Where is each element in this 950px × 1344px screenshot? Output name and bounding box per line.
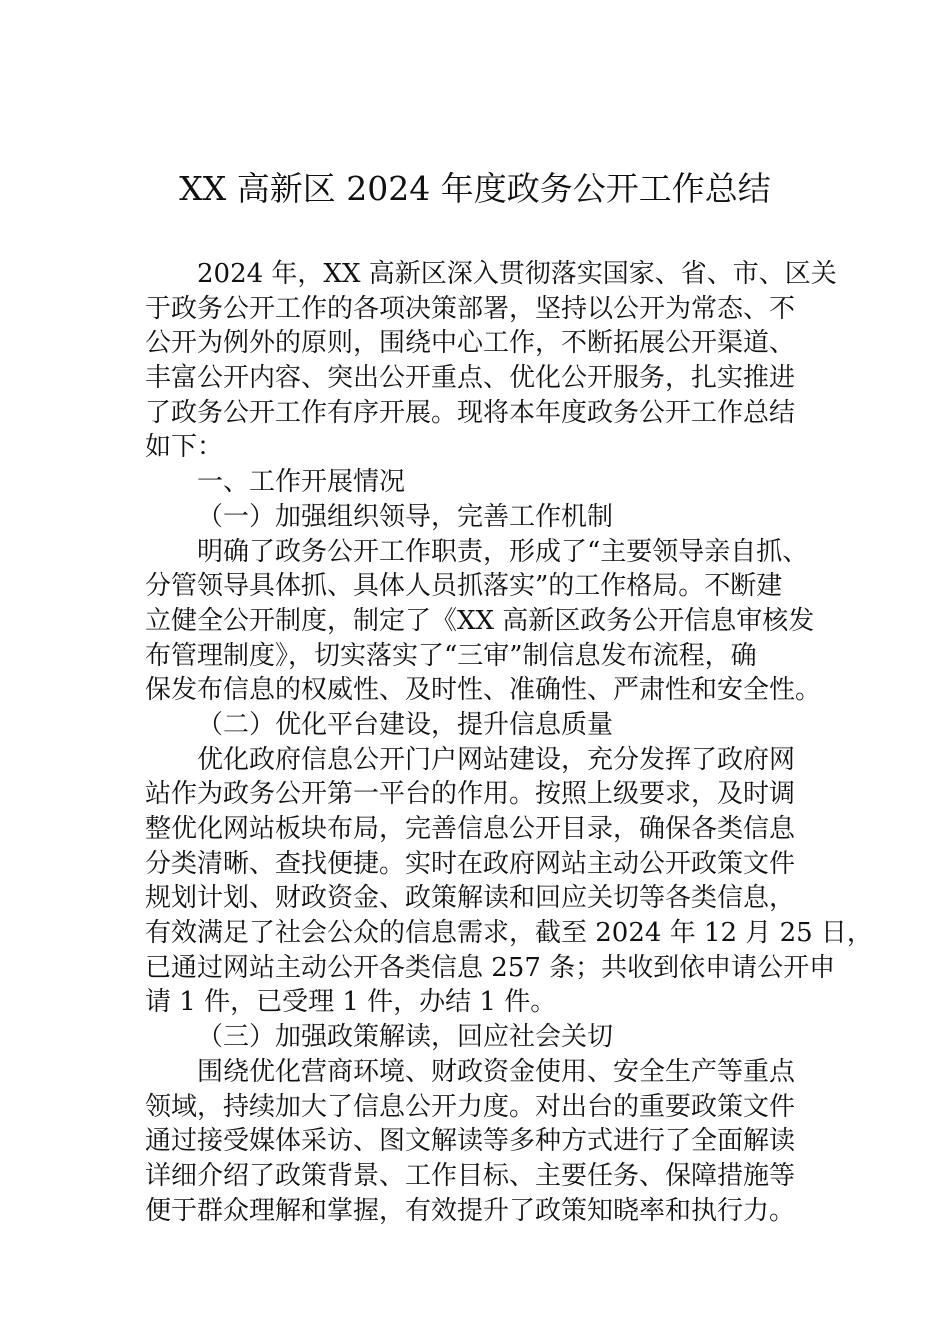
text-line: 已通过网站主动公开各类信息 257 条；共收到依申请公开申 [145, 952, 836, 983]
text-line: 有效满足了社会公众的信息需求，截至 2024 年 12 月 25 日， [145, 918, 873, 949]
text-line: 分管领导具体抓、具体人员抓落实”的工作格局。不断建 [145, 571, 783, 602]
text-line: 如下： [145, 432, 224, 463]
document-title: XX 高新区 2024 年度政务公开工作总结 [179, 169, 771, 208]
text-line: 围绕优化营商环境、财政资金使用、安全生产等重点 [197, 1056, 796, 1087]
text-line: 布管理制度》，切实落实了“三审”制信息发布流程，确 [145, 640, 757, 671]
document-body [145, 257, 873, 1228]
text-line: 通过接受媒体采访、图文解读等多种方式进行了全面解读 [145, 1126, 796, 1157]
text-line: 分类清晰、查找便捷。实时在政府网站主动公开政策文件 [145, 848, 796, 879]
text-line: 2024 年，XX 高新区深入贯彻落实国家、省、市、区关 [197, 259, 837, 289]
text-line: （二）优化平台建设，提升信息质量 [197, 709, 614, 740]
text-line: 优化政府信息公开门户网站建设，充分发挥了政府网 [197, 744, 796, 775]
text-line: 便于群众理解和掌握，有效提升了政策知晓率和执行力。 [145, 1195, 796, 1226]
text-line: 一、工作开展情况 [197, 467, 406, 498]
text-line: 领域，持续加大了信息公开力度。对出台的重要政策文件 [145, 1091, 796, 1122]
text-line: （三）加强政策解读，回应社会关切 [197, 1022, 614, 1053]
text-line: 规划计划、财政资金、政策解读和回应关切等各类信息， [145, 883, 796, 914]
text-line: 请 1 件，已受理 1 件，办结 1 件。 [145, 987, 557, 1018]
text-line: 于政务公开工作的各项决策部署，坚持以公开为常态、不 [145, 293, 796, 324]
text-line: 了政务公开工作有序开展。现将本年度政务公开工作总结 [145, 397, 796, 428]
text-line: 明确了政务公开工作职责，形成了“主要领导亲自抓、 [197, 536, 809, 567]
text-line: 丰富公开内容、突出公开重点、优化公开服务，扎实推进 [145, 363, 796, 394]
text-line: 详细介绍了政策背景、工作目标、主要任务、保障措施等 [145, 1160, 796, 1191]
text-line: 保发布信息的权威性、及时性、准确性、严肃性和安全性。 [145, 675, 822, 706]
text-line: 站作为政务公开第一平台的作用。按照上级要求，及时调 [145, 779, 796, 810]
text-line: 整优化网站板块布局，完善信息公开目录，确保各类信息 [145, 814, 796, 844]
text-line: 公开为例外的原则，围绕中心工作，不断拓展公开渠道、 [145, 328, 796, 359]
text-line: 立健全公开制度，制定了《XX 高新区政务公开信息审核发 [145, 605, 815, 636]
text-line: （一）加强组织领导，完善工作机制 [197, 501, 614, 532]
